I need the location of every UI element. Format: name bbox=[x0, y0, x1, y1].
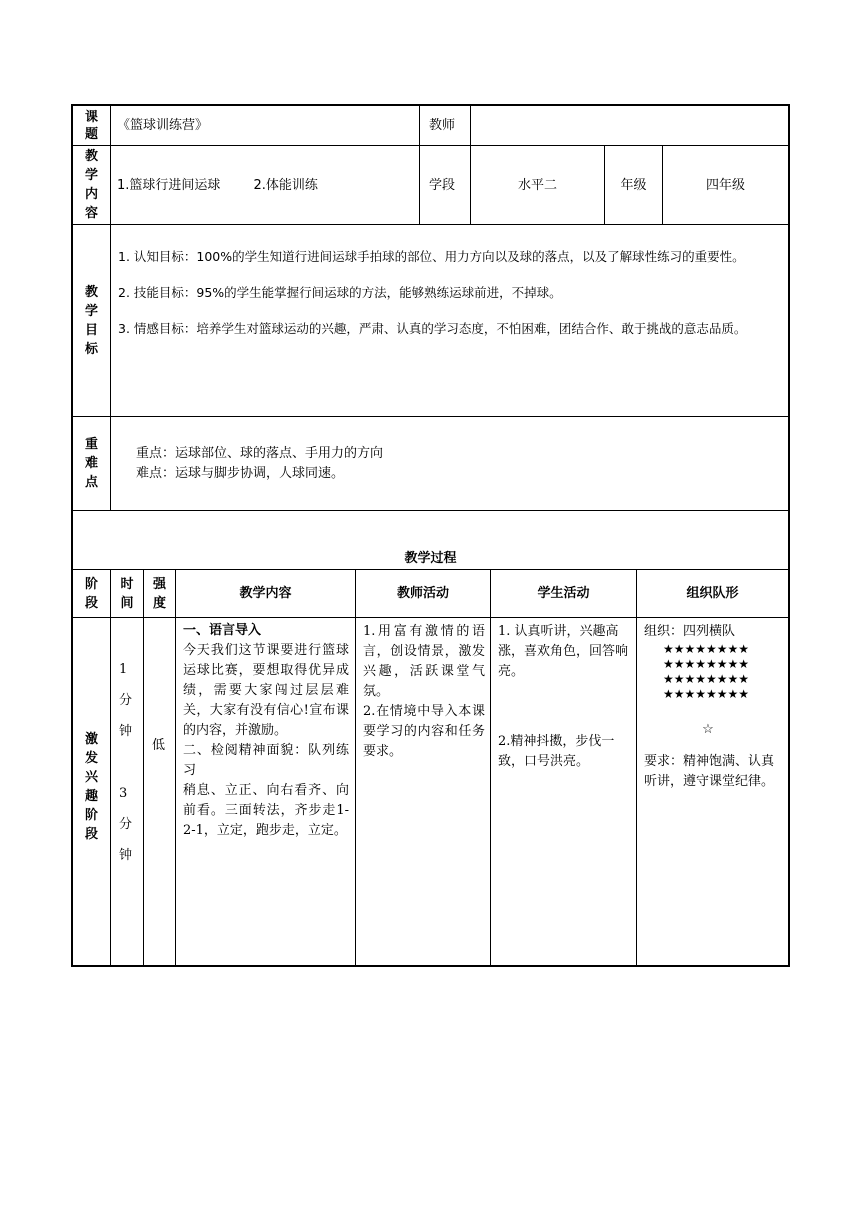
content-detail: 一、语言导入 今天我们这节课要进行篮球运球比赛，要想取得优异成绩，需要大家闯过层层难关，大家有没有信心!宣布课的内容，并激励。 二、检阅精神面貌：队列练习 稍息、立正、向右看齐、向前看。三面转法，齐步走1-2-1，立定，跑步走，立定。 bbox=[183, 623, 349, 838]
process-title: 教学过程 bbox=[404, 551, 457, 566]
formation-grid bbox=[644, 642, 756, 702]
col-header-intensity: 强 度 bbox=[152, 576, 166, 611]
topic-label: 课 题 bbox=[84, 109, 98, 142]
key-point: 重点：运球部位、球的落点、手用力的方向 bbox=[136, 446, 384, 461]
stage-label: 学段 bbox=[429, 177, 456, 193]
teacher-position-icon: ☆ bbox=[702, 722, 714, 737]
row-divider bbox=[73, 617, 788, 618]
col-divider bbox=[419, 106, 420, 224]
row-divider bbox=[73, 224, 788, 225]
stage-value: 水平二 bbox=[517, 177, 557, 193]
hard-point: 难点：运球与脚步协调，人球同速。 bbox=[136, 466, 345, 481]
col-header-time: 时 间 bbox=[120, 576, 134, 611]
formation-requirement: 要求：精神饱满、认真听讲，遵守课堂纪律。 bbox=[644, 754, 775, 789]
difficulty-content bbox=[136, 444, 776, 484]
goals-content bbox=[118, 247, 780, 338]
goal-item: 2. 技能目标：95%的学生能掌握行间运球的方法，能够熟练运球前进，不掉球。 bbox=[118, 285, 562, 300]
col-divider bbox=[490, 569, 491, 965]
col-divider bbox=[110, 224, 111, 510]
col-header-content: 教学内容 bbox=[239, 586, 292, 601]
teacher-activity: 1.用富有激情的语言，创设情景，激发兴趣，活跃课堂气氛。 2.在情境中导入本课要学习的内容和任务要求。 bbox=[363, 624, 485, 759]
col-header-formation: 组织队形 bbox=[686, 586, 739, 601]
formation-detail bbox=[644, 622, 786, 792]
teacher-label: 教师 bbox=[429, 118, 456, 133]
formation-row: ★★★★★★★★ bbox=[662, 687, 750, 701]
col-divider bbox=[175, 569, 176, 965]
col-header-student: 学生活动 bbox=[537, 586, 590, 601]
grade-label: 年级 bbox=[620, 177, 647, 193]
intensity-value: 低 bbox=[152, 738, 166, 753]
col-header-stage: 阶 段 bbox=[84, 576, 98, 611]
row-divider bbox=[73, 416, 788, 417]
topic-value: 《篮球训练营》 bbox=[117, 118, 209, 133]
formation-row: ★★★★★★★★ bbox=[662, 657, 750, 671]
col-divider bbox=[355, 569, 356, 965]
row-divider bbox=[73, 510, 788, 511]
difficulty-label: 重 难 点 bbox=[84, 437, 98, 490]
col-divider bbox=[110, 569, 111, 965]
time-values: 1 分 钟 3 分 钟 bbox=[119, 662, 133, 863]
col-divider bbox=[143, 569, 144, 965]
col-divider bbox=[636, 569, 637, 965]
goal-item: 1. 认知目标：100%的学生知道行进间运球手拍球的部位、用力方向以及球的落点，以及了解球性练习的重要性。 bbox=[118, 249, 745, 264]
col-divider bbox=[110, 106, 111, 224]
grade-value: 四年级 bbox=[705, 177, 745, 193]
teacher-value bbox=[477, 106, 777, 145]
lesson-plan-table bbox=[71, 104, 790, 967]
formation-row: ★★★★★★★★ bbox=[662, 642, 750, 656]
formation-row: ★★★★★★★★ bbox=[662, 672, 750, 686]
content-label: 教 学 内 容 bbox=[84, 149, 98, 221]
stage-name: 激 发 兴 趣 阶 段 bbox=[84, 731, 98, 842]
goals-label: 教 学 目 标 bbox=[84, 284, 98, 357]
goal-item: 3. 情感目标：培养学生对篮球运动的兴趣，严肃、认真的学习态度，不怕困难，团结合作、敢于挑战的意志品质。 bbox=[118, 321, 747, 336]
content-value: 1.篮球行进间运球 2.体能训练 bbox=[117, 177, 318, 193]
col-header-teacher: 教师活动 bbox=[396, 586, 449, 601]
formation-label: 组织：四列横队 bbox=[644, 624, 736, 639]
student-activity: 1. 认真听讲，兴趣高涨，喜欢角色，回答响亮。 2.精神抖擞，步伐一致，口号洪亮。 bbox=[498, 624, 629, 769]
